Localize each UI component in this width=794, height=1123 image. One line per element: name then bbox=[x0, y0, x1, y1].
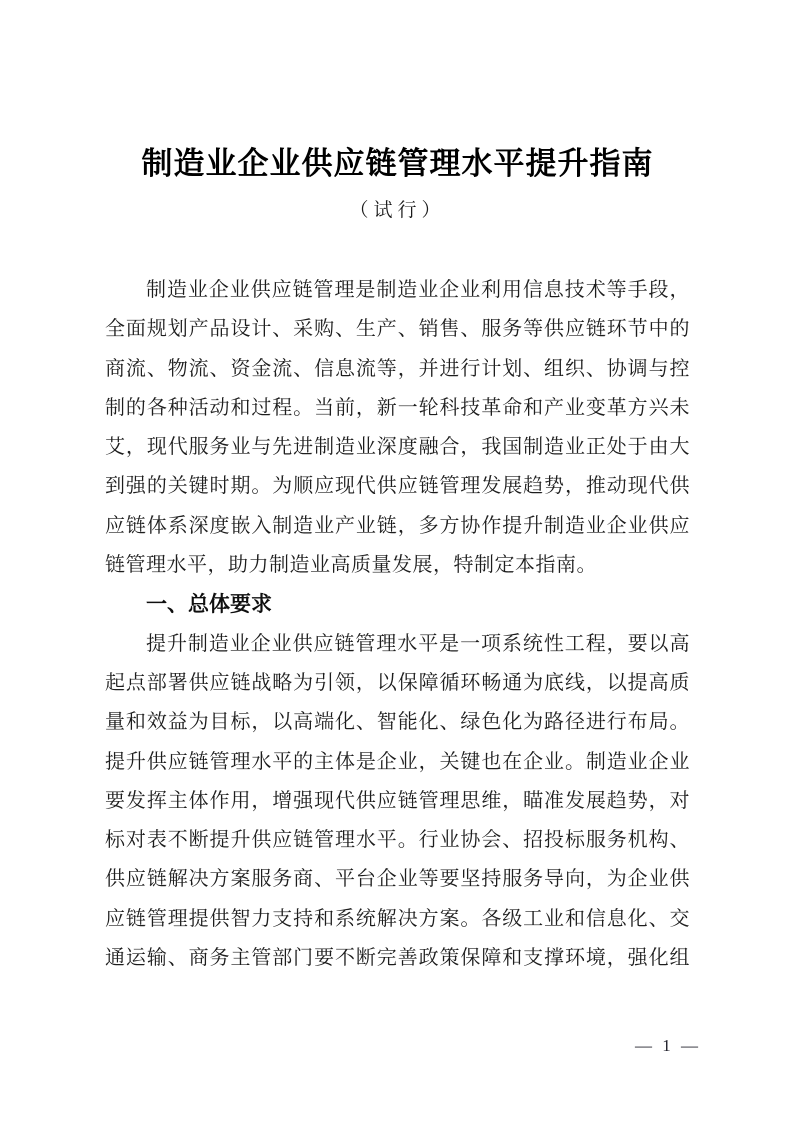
text-line: 全面规划产品设计、采购、生产、销售、服务等供应链环节中的 bbox=[105, 318, 690, 341]
text-line: 提升供应链管理水平的主体是企业，关键也在企业。制造业企业 bbox=[105, 750, 690, 773]
text-line: 标对表不断提升供应链管理水平。行业协会、招投标服务机构、 bbox=[105, 829, 690, 852]
document-content bbox=[105, 143, 690, 978]
page-number: — 1 — bbox=[635, 1036, 701, 1055]
text-line: 起点部署供应链战略为引领，以保障循环畅通为底线，以提高质 bbox=[105, 671, 690, 694]
text-line: 到强的关键时期。为顺应现代供应链管理发展趋势，推动现代供 bbox=[105, 475, 690, 498]
text-line: 商流、物流、资金流、信息流等，并进行计划、组织、协调与控 bbox=[105, 357, 690, 380]
document-title: 制造业企业供应链管理水平提升指南 bbox=[141, 146, 654, 181]
text-line: 通运输、商务主管部门要不断完善政策保障和支撑环境，强化组 bbox=[105, 947, 690, 970]
document-subtitle: （试行） bbox=[349, 200, 446, 221]
paragraph bbox=[105, 625, 690, 979]
section-heading: 一、总体要求 bbox=[146, 593, 272, 617]
text-line: 链管理水平，助力制造业高质量发展，特制定本指南。 bbox=[105, 554, 597, 577]
text-line: 艾，现代服务业与先进制造业深度融合，我国制造业正处于由大 bbox=[105, 436, 690, 459]
text-line: 提升制造业企业供应链管理水平是一项系统性工程，要以高 bbox=[146, 632, 690, 655]
text-line: 制造业企业供应链管理是制造业企业利用信息技术等手段， bbox=[146, 279, 690, 301]
text-line: 量和效益为目标，以高端化、智能化、绿色化为路径进行布局。 bbox=[105, 711, 690, 734]
text-line: 应链管理提供智力支持和系统解决方案。各级工业和信息化、交 bbox=[105, 907, 690, 930]
text-line: 制的各种活动和过程。当前，新一轮科技革命和产业变革方兴未 bbox=[105, 396, 690, 419]
text-line: 应链体系深度嵌入制造业产业链，多方协作提升制造业企业供应 bbox=[105, 514, 690, 537]
paragraph bbox=[105, 271, 690, 585]
text-line: 要发挥主体作用，增强现代供应链管理思维，瞄准发展趋势，对 bbox=[105, 789, 690, 812]
document-body bbox=[105, 271, 690, 978]
text-line: 供应链解决方案服务商、平台企业等要坚持服务导向，为企业供 bbox=[105, 868, 690, 891]
